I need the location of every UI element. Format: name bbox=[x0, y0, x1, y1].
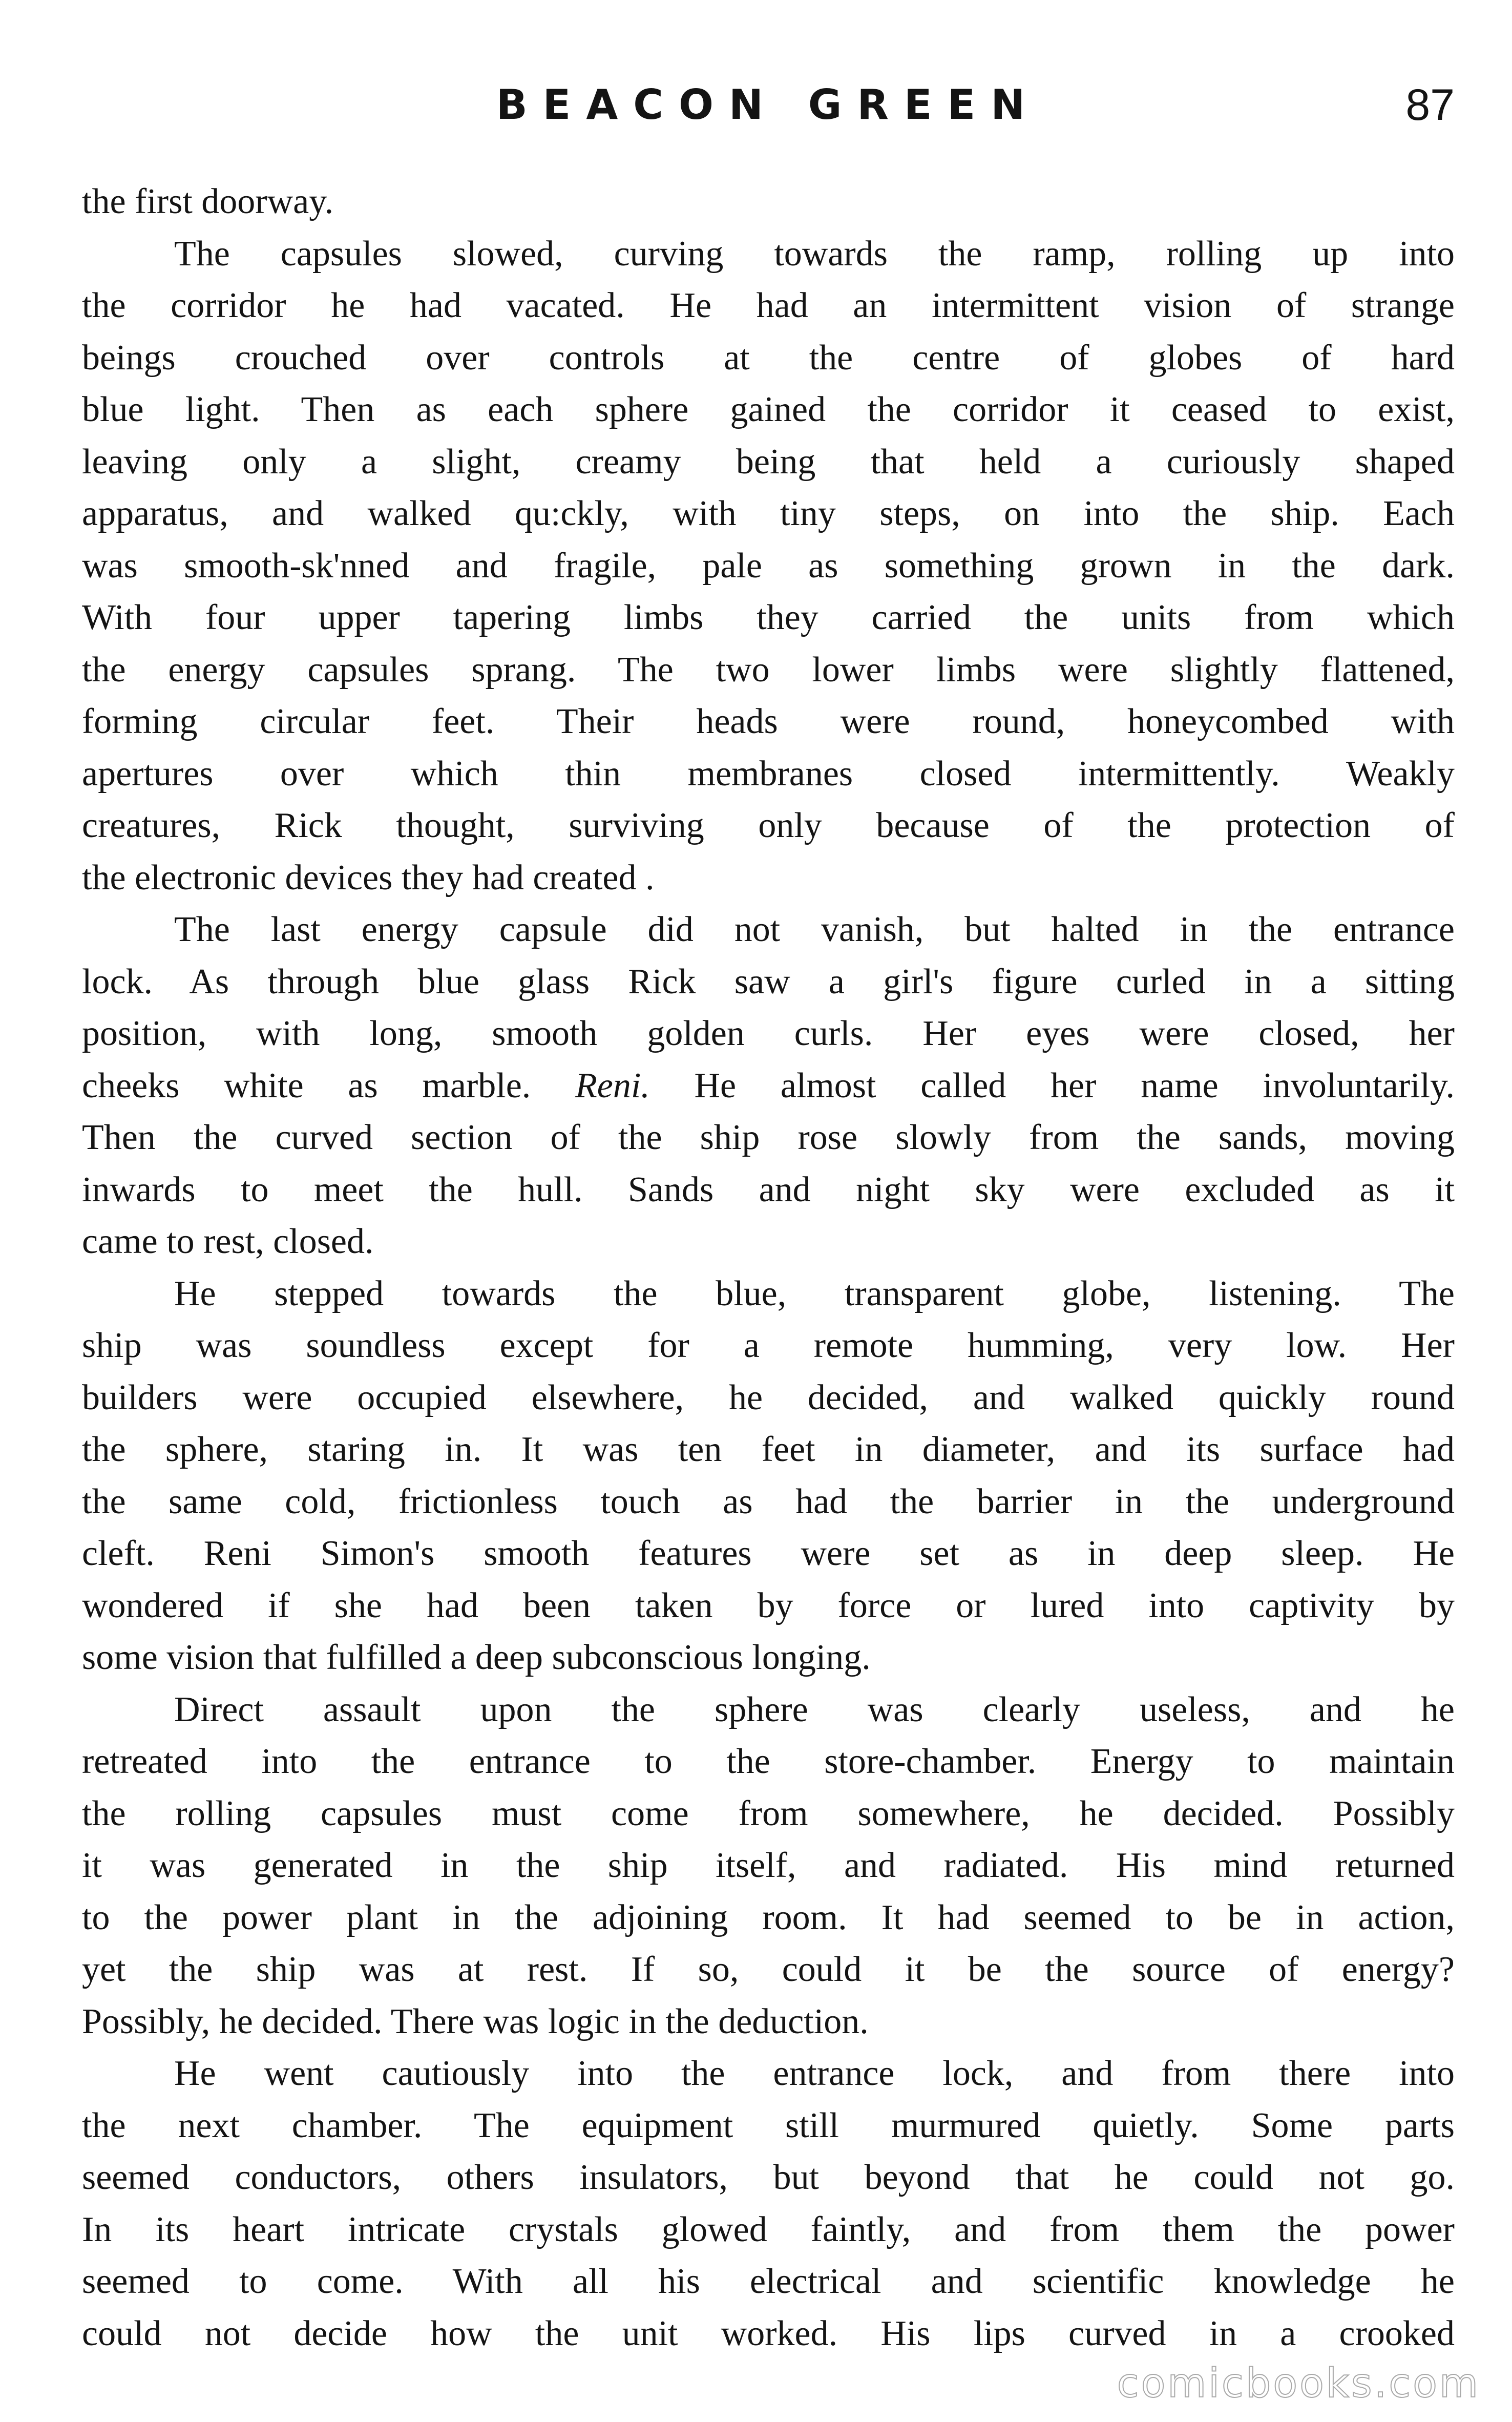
text-line: came to rest, closed. bbox=[82, 1222, 374, 1261]
running-title: BEACON GREEN bbox=[496, 81, 1041, 129]
text-line: apparatus, and walked qu:ckly, with tiny steps, on into the ship. Each bbox=[82, 494, 1455, 533]
text-line: it was generated in the ship itself, and radiated. His mind returned bbox=[82, 1846, 1455, 1885]
text-line: inwards to meet the hull. Sands and night sky were excluded as it bbox=[82, 1170, 1455, 1209]
text-line: the energy capsules sprang. The two lower limbs were slightly flattened, bbox=[82, 650, 1455, 690]
text-line: forming circular feet. Their heads were round, honeycombed with bbox=[82, 702, 1455, 741]
text-line: He stepped towards the blue, transparent globe, listening. The bbox=[174, 1273, 1455, 1313]
text-line: yet the ship was at rest. If so, could it be the source of energy? bbox=[82, 1950, 1455, 1989]
text-line: In its heart intricate crystals glowed faintly, and from them the power bbox=[82, 2209, 1455, 2249]
text-line: could not decide how the unit worked. His lips curved in a crooked bbox=[82, 2313, 1455, 2353]
text-line: lock. As through blue glass Rick saw a girl's figure curled in a sitting bbox=[82, 962, 1455, 1001]
text-line: creatures, Rick thought, surviving only because of the protection of bbox=[82, 806, 1455, 845]
text-line: retreated into the entrance to the store-chamber. Energy to maintain bbox=[82, 1742, 1455, 1781]
body-text bbox=[82, 176, 1455, 2360]
text-line: blue light. Then as each sphere gained the corridor it ceased to exist, bbox=[82, 390, 1455, 429]
text-line: apertures over which thin membranes closed intermittently. Weakly bbox=[82, 754, 1455, 794]
running-head bbox=[82, 77, 1455, 133]
text-line: the first doorway. bbox=[82, 182, 334, 221]
text-line: was smooth-sk'nned and fragile, pale as something grown in the dark. bbox=[82, 546, 1455, 586]
text-line: ship was soundless except for a remote humming, very low. Her bbox=[82, 1326, 1455, 1365]
text-line: cleft. Reni Simon's smooth features were set as in deep sleep. He bbox=[82, 1534, 1455, 1573]
text-line: to the power plant in the adjoining room. It had seemed to be in action, bbox=[82, 1897, 1455, 1937]
text-line: cheeks white as marble. Reni. He almost called her name involuntarily. bbox=[82, 1066, 1455, 1105]
text-line: seemed to come. With all his electrical and scientific knowledge he bbox=[82, 2262, 1455, 2301]
text-line: the next chamber. The equipment still murmured quietly. Some parts bbox=[82, 2105, 1455, 2145]
text-line: Then the curved section of the ship rose slowly from the sands, moving bbox=[82, 1118, 1455, 1157]
text-line: The last energy capsule did not vanish, but halted in the entrance bbox=[174, 910, 1455, 949]
text-line: With four upper tapering limbs they carried the units from which bbox=[82, 598, 1455, 637]
text-line: some vision that fulfilled a deep subconscious longing. bbox=[82, 1638, 871, 1677]
text-line: The capsules slowed, curving towards the ramp, rolling up into bbox=[174, 234, 1455, 274]
text-line: builders were occupied elsewhere, he decided, and walked quickly round bbox=[82, 1377, 1455, 1417]
text-line: wondered if she had been taken by force or lured into captivity by bbox=[82, 1585, 1455, 1625]
text-line: the same cold, frictionless touch as had the barrier in the underground bbox=[82, 1481, 1455, 1521]
text-line: position, with long, smooth golden curls. Her eyes were closed, her bbox=[82, 1014, 1455, 1053]
page-number: 87 bbox=[1405, 80, 1455, 130]
watermark: comicbooks.com bbox=[1117, 2361, 1480, 2407]
text-line: beings crouched over controls at the centre of globes of hard bbox=[82, 338, 1455, 378]
text-line: the electronic devices they had created . bbox=[82, 858, 655, 897]
text-line: He went cautiously into the entrance lock, and from there into bbox=[174, 2054, 1455, 2093]
text-line: seemed conductors, others insulators, but beyond that he could not go. bbox=[82, 2158, 1455, 2197]
text-line: Direct assault upon the sphere was clearly useless, and he bbox=[174, 1689, 1455, 1729]
text-line: the sphere, staring in. It was ten feet in diameter, and its surface had bbox=[82, 1430, 1455, 1469]
text-line: leaving only a slight, creamy being that held a curiously shaped bbox=[82, 442, 1455, 482]
text-line: the rolling capsules must come from somewhere, he decided. Possibly bbox=[82, 1793, 1455, 1833]
text-line: Possibly, he decided. There was logic in the deduction. bbox=[82, 2001, 869, 2041]
text-line: the corridor he had vacated. He had an intermittent vision of strange bbox=[82, 286, 1455, 325]
